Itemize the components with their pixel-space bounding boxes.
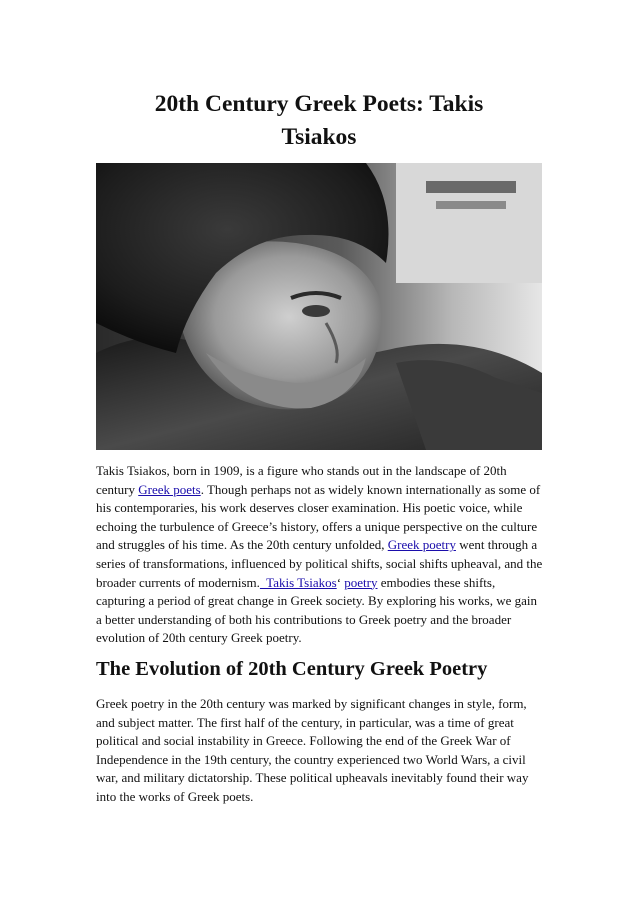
title-line-1: 20th Century Greek Poets: Takis [154, 91, 484, 117]
section-line: into the works of Greek poets. [96, 788, 254, 804]
section-paragraph [96, 695, 546, 807]
text-run: century [96, 481, 139, 497]
intro-line [96, 481, 546, 500]
intro-line: evolution of 20th century Greek poetry. [96, 630, 302, 646]
greek-poets-link[interactable]: Greek poets [138, 481, 201, 497]
title-line-2: Tsiakos [281, 124, 357, 150]
section-line: political and social instability in Greece. Following the end of the Greek War of [96, 733, 511, 749]
intro-paragraph [96, 462, 546, 648]
poetry-link[interactable]: poetry [344, 574, 378, 590]
intro-line [96, 574, 546, 593]
intro-line: his contemporaries, his work deserves closer examination. His poetic voice, while [96, 500, 523, 516]
portrait-photo [96, 163, 542, 450]
text-run: broader currents of modernism. [96, 574, 260, 590]
intro-line [96, 536, 546, 555]
intro-line: capturing a period of great change in Greek society. By exploring his works, we gain [96, 593, 538, 609]
intro-line: Takis Tsiakos, born in 1909, is a figure who stands out in the landscape of 20th [96, 463, 507, 478]
section-line: war, and military dictatorship. These political upheavals inevitably found their way [96, 770, 529, 786]
section-line: Independence in the 19th century, the country experienced two World Wars, a civil [96, 751, 526, 767]
text-run: and struggles of his time. As the 20th century unfolded, [96, 537, 388, 553]
text-run: embodies these shifts, [377, 574, 496, 590]
intro-line: echoing the turbulence of Greece’s history, offers a unique perspective on the culture [96, 518, 538, 534]
text-run: ‘ [336, 574, 345, 590]
text-run: . Though perhaps not as widely known internationally as some of [200, 481, 541, 497]
intro-line: series of transformations, influenced by political shifts, social shifts upheaval, and the [96, 555, 543, 571]
section-heading: The Evolution of 20th Century Greek Poetry [96, 658, 488, 680]
article-title [96, 88, 542, 154]
text-run: went through a [455, 537, 538, 553]
intro-line: a better understanding of both his contributions to Greek poetry and the broader [96, 611, 512, 627]
takis-tsiakos-link[interactable]: Takis Tsiakos [259, 574, 337, 590]
section-line: Greek poetry in the 20th century was marked by significant changes in style, form, [96, 696, 527, 711]
greek-poetry-link[interactable]: Greek poetry [387, 537, 456, 553]
section-line: and subject matter. The first half of the century, in particular, was a time of great [96, 714, 514, 730]
